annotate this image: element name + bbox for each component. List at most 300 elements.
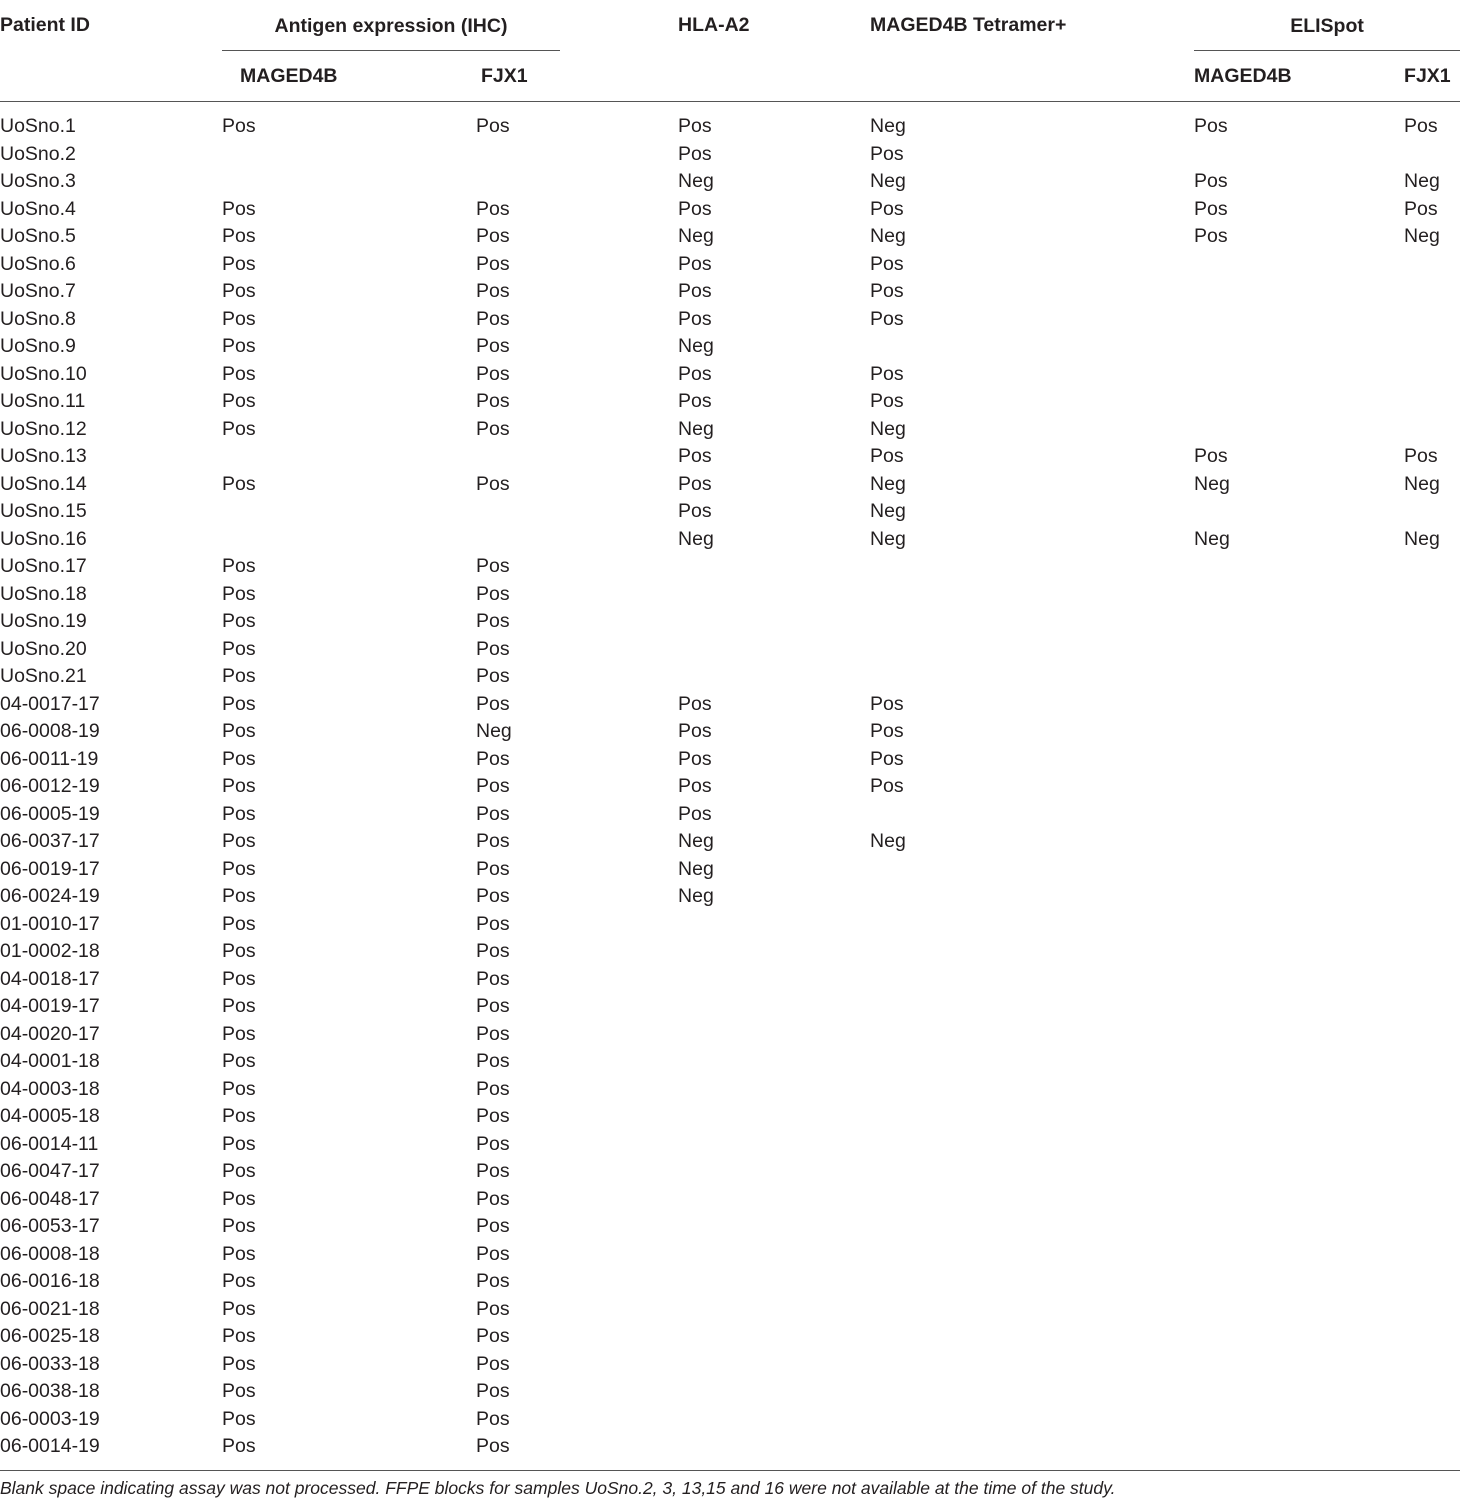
cell-patient-id: UoSno.17: [0, 555, 87, 577]
table-row: [0, 828, 1460, 856]
cell-patient-id: 04-0005-18: [0, 1105, 100, 1127]
cell-ihc-maged4b: Pos: [222, 1215, 256, 1237]
table-row: [0, 718, 1460, 746]
cell-ihc-fjx1: [476, 141, 560, 169]
cell-elispot-maged4b: [1194, 856, 1404, 884]
cell-tetramer: [870, 856, 1194, 884]
cell-ihc-fjx1: [476, 443, 560, 471]
cell-ihc-fjx1: Pos: [476, 775, 510, 797]
cell-patient-id: 06-0019-17: [0, 857, 100, 880]
table-row: [0, 1048, 1460, 1076]
cell-elispot-maged4b: [1194, 278, 1404, 306]
cell-patient-id: UoSno.18: [0, 582, 87, 605]
table-row: [0, 361, 1460, 389]
cell-ihc-maged4b: Pos: [222, 472, 256, 495]
table-row: [0, 526, 1460, 554]
cell-elispot-maged4b: [1194, 911, 1404, 939]
cell-ihc-fjx1: Pos: [476, 1297, 510, 1320]
table-row: [0, 278, 1460, 306]
cell-ihc-fjx1: Pos: [476, 1022, 510, 1045]
cell-tetramer: [870, 1351, 1194, 1379]
cell-hla-a2: Pos: [678, 445, 712, 467]
cell-ihc-maged4b: Pos: [222, 747, 256, 770]
cell-elispot-maged4b: [1194, 306, 1404, 334]
table-row: [0, 333, 1460, 361]
cell-ihc-fjx1: Pos: [476, 1105, 510, 1127]
cell-ihc-maged4b: Pos: [222, 1352, 256, 1375]
cell-patient-id: 06-0014-19: [0, 1435, 100, 1457]
cell-hla-a2: Neg: [678, 170, 714, 192]
cell-elispot-fjx1: [1404, 1268, 1460, 1296]
cell-spacer: [560, 911, 678, 939]
cell-ihc-maged4b: [222, 526, 476, 554]
cell-ihc-fjx1: Pos: [476, 802, 510, 825]
cell-elispot-maged4b: [1194, 553, 1404, 581]
cell-ihc-fjx1: Pos: [476, 225, 510, 247]
cell-elispot-maged4b: [1194, 1021, 1404, 1049]
cell-tetramer: Pos: [870, 280, 904, 302]
cell-ihc-maged4b: Pos: [222, 1105, 256, 1127]
cell-spacer: [560, 306, 678, 334]
cell-hla-a2: Neg: [678, 527, 714, 550]
cell-ihc-maged4b: Pos: [222, 197, 256, 220]
cell-spacer: [560, 1351, 678, 1379]
header-blank-2: [678, 51, 870, 102]
header-ihc-maged4b: MAGED4B: [222, 51, 476, 102]
cell-tetramer: [870, 966, 1194, 994]
cell-ihc-maged4b: [222, 443, 476, 471]
cell-spacer: [560, 388, 678, 416]
cell-hla-a2: [678, 1378, 870, 1406]
antigen-group-label: Antigen expression (IHC): [274, 15, 508, 37]
cell-tetramer: [870, 938, 1194, 966]
cell-hla-a2: [678, 553, 870, 581]
cell-tetramer: [870, 581, 1194, 609]
cell-elispot-fjx1: [1404, 141, 1460, 169]
cell-patient-id: UoSno.7: [0, 280, 76, 302]
cell-ihc-fjx1: Pos: [476, 1160, 510, 1182]
cell-spacer: [560, 251, 678, 279]
cell-elispot-fjx1: [1404, 416, 1460, 444]
cell-ihc-maged4b: Pos: [222, 1077, 256, 1100]
cell-tetramer: [870, 1186, 1194, 1214]
table-row: [0, 1433, 1460, 1461]
cell-hla-a2: [678, 911, 870, 939]
header-elispot: [1194, 0, 1460, 51]
cell-elispot-maged4b: [1194, 1378, 1404, 1406]
cell-hla-a2: Neg: [678, 225, 714, 247]
cell-spacer: [560, 223, 678, 251]
cell-ihc-fjx1: Pos: [476, 362, 510, 385]
cell-hla-a2: Pos: [678, 775, 712, 797]
cell-patient-id: UoSno.6: [0, 252, 76, 275]
cell-elispot-fjx1: [1404, 636, 1460, 664]
table-row: [0, 993, 1460, 1021]
cell-elispot-fjx1: [1404, 1378, 1460, 1406]
table-row: [0, 856, 1460, 884]
cell-tetramer: Pos: [870, 197, 904, 220]
cell-spacer: [560, 553, 678, 581]
cell-elispot-maged4b: [1194, 388, 1404, 416]
cell-ihc-fjx1: Pos: [476, 830, 510, 852]
cell-elispot-fjx1: [1404, 828, 1460, 856]
cell-elispot-fjx1: [1404, 966, 1460, 994]
table-row: [0, 663, 1460, 691]
cell-spacer: [560, 883, 678, 911]
cell-spacer: [560, 828, 678, 856]
table-row: [0, 1131, 1460, 1159]
cell-elispot-maged4b: [1194, 691, 1404, 719]
cell-elispot-fjx1: [1404, 911, 1460, 939]
cell-tetramer: [870, 333, 1194, 361]
cell-patient-id: 06-0014-11: [0, 1132, 99, 1155]
cell-spacer: [560, 1186, 678, 1214]
cell-tetramer: [870, 1241, 1194, 1269]
cell-ihc-maged4b: Pos: [222, 280, 256, 302]
cell-elispot-maged4b: [1194, 938, 1404, 966]
cell-ihc-fjx1: Pos: [476, 1407, 510, 1430]
cell-patient-id: 01-0002-18: [0, 940, 100, 962]
cell-ihc-maged4b: Pos: [222, 390, 256, 412]
cell-ihc-fjx1: Pos: [476, 1435, 510, 1457]
cell-ihc-fjx1: Pos: [476, 582, 510, 605]
cell-ihc-fjx1: Pos: [476, 390, 510, 412]
cell-tetramer: [870, 1131, 1194, 1159]
cell-elispot-fjx1: [1404, 333, 1460, 361]
cell-tetramer: Neg: [870, 527, 906, 550]
cell-ihc-fjx1: Pos: [476, 1187, 510, 1210]
cell-spacer: [560, 1158, 678, 1186]
cell-tetramer: [870, 1103, 1194, 1131]
cell-hla-a2: [678, 581, 870, 609]
cell-spacer: [560, 1131, 678, 1159]
table-row: [0, 1378, 1460, 1406]
cell-elispot-fjx1: Neg: [1404, 225, 1440, 247]
cell-patient-id: 06-0025-18: [0, 1325, 100, 1347]
table-header: [0, 0, 1460, 102]
cell-spacer: [560, 443, 678, 471]
cell-ihc-fjx1: Pos: [476, 747, 510, 770]
header-elispot-fjx1: FJX1: [1404, 51, 1460, 102]
cell-hla-a2: [678, 1241, 870, 1269]
cell-patient-id: 04-0017-17: [0, 692, 100, 715]
cell-ihc-maged4b: Pos: [222, 1132, 256, 1155]
cell-patient-id: 01-0010-17: [0, 912, 100, 935]
table-row: [0, 1103, 1460, 1131]
cell-hla-a2: Pos: [678, 692, 712, 715]
table-footnote: Blank space indicating assay was not processed. FFPE blocks for samples UoSno.2, 3, 13,15 and 16 were not available at the time of the study.: [0, 1470, 1460, 1499]
cell-ihc-maged4b: Pos: [222, 1022, 256, 1045]
cell-patient-id: UoSno.13: [0, 445, 87, 467]
cell-patient-id: 06-0048-17: [0, 1187, 100, 1210]
cell-ihc-maged4b: [222, 168, 476, 196]
cell-hla-a2: [678, 966, 870, 994]
cell-patient-id: UoSno.14: [0, 472, 87, 495]
cell-spacer: [560, 608, 678, 636]
cell-patient-id: 06-0033-18: [0, 1352, 100, 1375]
table-row: [0, 141, 1460, 169]
table-row: [0, 1323, 1460, 1351]
cell-ihc-maged4b: Pos: [222, 1160, 256, 1182]
cell-hla-a2: [678, 1406, 870, 1434]
header-blank-1: [0, 51, 222, 102]
cell-tetramer: Neg: [870, 500, 906, 522]
cell-elispot-maged4b: [1194, 251, 1404, 279]
table-row: [0, 223, 1460, 251]
cell-tetramer: Neg: [870, 830, 906, 852]
cell-ihc-fjx1: Pos: [476, 912, 510, 935]
cell-patient-id: UoSno.12: [0, 417, 87, 440]
cell-ihc-fjx1: Pos: [476, 995, 510, 1017]
cell-ihc-fjx1: Pos: [476, 197, 510, 220]
cell-ihc-maged4b: Pos: [222, 582, 256, 605]
cell-hla-a2: Pos: [678, 500, 712, 522]
table-row: [0, 168, 1460, 196]
cell-elispot-maged4b: [1194, 1433, 1404, 1461]
cell-hla-a2: [678, 663, 870, 691]
cell-patient-id: UoSno.8: [0, 307, 76, 330]
cell-spacer: [560, 1323, 678, 1351]
cell-elispot-maged4b: [1194, 1076, 1404, 1104]
cell-elispot-fjx1: [1404, 1433, 1460, 1461]
cell-elispot-fjx1: [1404, 718, 1460, 746]
cell-hla-a2: [678, 1296, 870, 1324]
cell-patient-id: UoSno.9: [0, 335, 76, 357]
cell-hla-a2: [678, 1186, 870, 1214]
cell-patient-id: 06-0008-18: [0, 1242, 100, 1265]
table-body: [0, 102, 1460, 1461]
cell-hla-a2: [678, 1048, 870, 1076]
cell-ihc-fjx1: Pos: [476, 940, 510, 962]
cell-elispot-maged4b: Pos: [1194, 445, 1228, 467]
cell-elispot-fjx1: [1404, 938, 1460, 966]
cell-tetramer: Neg: [870, 417, 906, 440]
cell-patient-id: 04-0019-17: [0, 995, 100, 1017]
table-row: [0, 1186, 1460, 1214]
cell-elispot-maged4b: [1194, 141, 1404, 169]
cell-patient-id: 04-0001-18: [0, 1050, 100, 1072]
cell-patient-id: 06-0016-18: [0, 1270, 100, 1292]
table-row: [0, 443, 1460, 471]
cell-ihc-maged4b: Pos: [222, 637, 256, 660]
cell-ihc-maged4b: Pos: [222, 225, 256, 247]
cell-patient-id: UoSno.1: [0, 115, 76, 137]
table-row: [0, 636, 1460, 664]
table-row: [0, 1296, 1460, 1324]
cell-patient-id: UoSno.3: [0, 170, 76, 192]
cell-ihc-maged4b: Pos: [222, 775, 256, 797]
cell-ihc-maged4b: Pos: [222, 307, 256, 330]
cell-ihc-fjx1: Pos: [476, 1050, 510, 1072]
cell-spacer: [560, 498, 678, 526]
elispot-group-rule: [1194, 0, 1460, 51]
cell-spacer: [560, 526, 678, 554]
table-row: [0, 938, 1460, 966]
cell-elispot-maged4b: [1194, 828, 1404, 856]
cell-spacer: [560, 801, 678, 829]
cell-tetramer: [870, 1323, 1194, 1351]
cell-patient-id: 06-0008-19: [0, 720, 100, 742]
cell-tetramer: [870, 663, 1194, 691]
cell-ihc-fjx1: Pos: [476, 610, 510, 632]
cell-ihc-fjx1: Pos: [476, 1270, 510, 1292]
cell-ihc-fjx1: Pos: [476, 885, 510, 907]
cell-ihc-maged4b: Pos: [222, 1407, 256, 1430]
elispot-group-label: ELISpot: [1290, 15, 1364, 37]
cell-ihc-maged4b: Pos: [222, 802, 256, 825]
cell-tetramer: [870, 1378, 1194, 1406]
cell-patient-id: 06-0011-19: [0, 747, 99, 770]
cell-patient-id: 04-0003-18: [0, 1077, 100, 1100]
cell-ihc-maged4b: Pos: [222, 692, 256, 715]
cell-elispot-maged4b: [1194, 333, 1404, 361]
cell-ihc-fjx1: Pos: [476, 1215, 510, 1237]
cell-ihc-maged4b: Pos: [222, 995, 256, 1017]
cell-ihc-fjx1: Pos: [476, 280, 510, 302]
cell-spacer: [560, 1378, 678, 1406]
cell-spacer: [560, 471, 678, 499]
cell-hla-a2: [678, 1021, 870, 1049]
cell-tetramer: [870, 1048, 1194, 1076]
cell-tetramer: Pos: [870, 720, 904, 742]
cell-elispot-maged4b: [1194, 1213, 1404, 1241]
cell-elispot-fjx1: [1404, 1131, 1460, 1159]
cell-elispot-fjx1: [1404, 1158, 1460, 1186]
cell-patient-id: 06-0053-17: [0, 1215, 100, 1237]
cell-elispot-fjx1: Neg: [1404, 170, 1440, 192]
cell-ihc-maged4b: Pos: [222, 362, 256, 385]
header-ihc-fjx1: FJX1: [476, 51, 678, 102]
cell-ihc-fjx1: Pos: [476, 1380, 510, 1402]
cell-ihc-maged4b: Pos: [222, 665, 256, 687]
cell-spacer: [560, 168, 678, 196]
cell-tetramer: Pos: [870, 390, 904, 412]
table-row: [0, 608, 1460, 636]
cell-elispot-fjx1: [1404, 1076, 1460, 1104]
cell-elispot-fjx1: [1404, 1186, 1460, 1214]
cell-tetramer: [870, 911, 1194, 939]
cell-tetramer: [870, 1296, 1194, 1324]
cell-elispot-fjx1: [1404, 993, 1460, 1021]
cell-ihc-fjx1: Pos: [476, 1132, 510, 1155]
cell-elispot-fjx1: [1404, 856, 1460, 884]
cell-spacer: [560, 993, 678, 1021]
cell-spacer: [560, 1433, 678, 1461]
cell-patient-id: UoSno.15: [0, 500, 87, 522]
cell-patient-id: 06-0038-18: [0, 1380, 100, 1402]
cell-ihc-fjx1: Pos: [476, 417, 510, 440]
table-row: [0, 691, 1460, 719]
cell-spacer: [560, 416, 678, 444]
cell-elispot-fjx1: [1404, 773, 1460, 801]
cell-elispot-fjx1: [1404, 1021, 1460, 1049]
cell-elispot-fjx1: [1404, 388, 1460, 416]
cell-hla-a2: Pos: [678, 390, 712, 412]
table-row: [0, 416, 1460, 444]
cell-tetramer: [870, 801, 1194, 829]
cell-tetramer: Pos: [870, 362, 904, 385]
cell-elispot-fjx1: [1404, 608, 1460, 636]
header-patient-id: Patient ID: [0, 14, 90, 36]
cell-hla-a2: Pos: [678, 720, 712, 742]
cell-elispot-fjx1: [1404, 1406, 1460, 1434]
table-row: [0, 471, 1460, 499]
cell-tetramer: Neg: [870, 472, 906, 495]
table-row: [0, 1213, 1460, 1241]
table-row: [0, 1351, 1460, 1379]
cell-ihc-fjx1: Pos: [476, 1077, 510, 1100]
cell-elispot-maged4b: Pos: [1194, 170, 1228, 192]
cell-spacer: [560, 938, 678, 966]
cell-ihc-maged4b: [222, 141, 476, 169]
cell-spacer: [560, 1241, 678, 1269]
cell-hla-a2: [678, 1213, 870, 1241]
cell-patient-id: UoSno.16: [0, 527, 87, 550]
cell-hla-a2: [678, 1433, 870, 1461]
cell-ihc-maged4b: Pos: [222, 252, 256, 275]
cell-hla-a2: Pos: [678, 115, 712, 137]
cell-elispot-fjx1: [1404, 883, 1460, 911]
table-row: [0, 773, 1460, 801]
cell-tetramer: [870, 883, 1194, 911]
cell-spacer: [560, 361, 678, 389]
cell-hla-a2: [678, 993, 870, 1021]
cell-patient-id: UoSno.20: [0, 637, 87, 660]
cell-ihc-fjx1: Pos: [476, 665, 510, 687]
cell-patient-id: 06-0024-19: [0, 885, 100, 907]
cell-elispot-fjx1: Pos: [1404, 115, 1438, 137]
cell-ihc-maged4b: Pos: [222, 912, 256, 935]
cell-hla-a2: Pos: [678, 142, 712, 165]
cell-hla-a2: Pos: [678, 197, 712, 220]
cell-tetramer: Pos: [870, 142, 904, 165]
cell-ihc-fjx1: [476, 526, 560, 554]
cell-hla-a2: [678, 1158, 870, 1186]
cell-elispot-maged4b: Neg: [1194, 472, 1230, 495]
cell-elispot-maged4b: Neg: [1194, 527, 1230, 550]
cell-patient-id: 06-0012-19: [0, 775, 100, 797]
cell-spacer: [560, 691, 678, 719]
cell-ihc-maged4b: Pos: [222, 1187, 256, 1210]
cell-ihc-fjx1: Pos: [476, 555, 510, 577]
cell-tetramer: Pos: [870, 692, 904, 715]
cell-spacer: [560, 333, 678, 361]
cell-ihc-maged4b: Pos: [222, 115, 256, 137]
cell-elispot-fjx1: [1404, 498, 1460, 526]
cell-elispot-maged4b: Pos: [1194, 115, 1228, 137]
cell-tetramer: [870, 636, 1194, 664]
cell-elispot-fjx1: [1404, 1351, 1460, 1379]
cell-hla-a2: [678, 1268, 870, 1296]
cell-patient-id: 06-0037-17: [0, 830, 100, 852]
cell-elispot-fjx1: [1404, 1048, 1460, 1076]
cell-elispot-maged4b: [1194, 361, 1404, 389]
cell-tetramer: [870, 1433, 1194, 1461]
cell-ihc-fjx1: Pos: [476, 307, 510, 330]
cell-ihc-maged4b: Pos: [222, 885, 256, 907]
cell-elispot-fjx1: [1404, 1241, 1460, 1269]
cell-patient-id: 06-0021-18: [0, 1297, 100, 1320]
cell-hla-a2: Neg: [678, 885, 714, 907]
cell-elispot-maged4b: [1194, 1406, 1404, 1434]
cell-tetramer: Pos: [870, 747, 904, 770]
cell-hla-a2: Pos: [678, 252, 712, 275]
cell-elispot-fjx1: Neg: [1404, 527, 1440, 550]
cell-ihc-maged4b: Pos: [222, 720, 256, 742]
cell-elispot-fjx1: Pos: [1404, 445, 1438, 467]
table-row: [0, 388, 1460, 416]
cell-hla-a2: Pos: [678, 802, 712, 825]
